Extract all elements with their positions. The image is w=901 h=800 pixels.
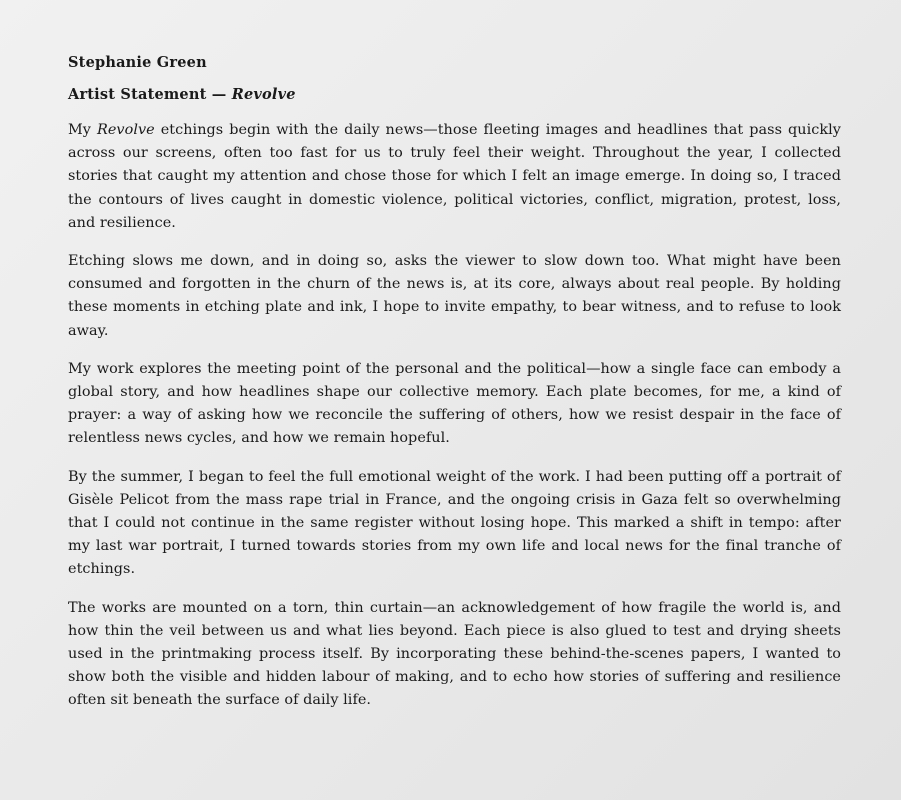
statement-title-work: Revolve: [231, 86, 296, 103]
paragraph-1-text: etchings begin with the daily news—those fleeting images and headlines that pass quickly across our screens, often too fast for us to truly feel their weight. Throughout the year, I collected stories that caught my attention and chose those for which I felt an image emerge. In doing so, I traced the contours of lives caught in domestic violence, political victories, conflict, migration, protest, loss, and resilience.: [68, 122, 841, 231]
paragraph-1-work-title: Revolve: [96, 122, 155, 138]
statement-title-prefix: Artist Statement —: [68, 86, 232, 103]
paragraph-5: The works are mounted on a torn, thin curtain—an acknowledgement of how fragile the world is, and how thin the veil between us and what lies beyond. Each piece is also glued to test and drying sheets used in the printmaking process itself. By incorporating these behind-the-scenes papers, I wanted to show both the visible and hidden labour of making, and to echo how stories of suffering and resilience often sit beneath the surface of daily life.: [68, 599, 841, 709]
paragraph-4: By the summer, I began to feel the full emotional weight of the work. I had been putting off a portrait of Gisèle Pelicot from the mass rape trial in France, and the ongoing crisis in Gaza felt so overwhelming that I could not continue in the same register without losing hope. This marked a shift in tempo: after my last war portrait, I turned towards stories from my own life and local news for the final tranche of etchings.: [68, 468, 841, 578]
paragraph-1: [68, 119, 841, 235]
paragraph-1-lead: My: [68, 122, 97, 138]
statement-title: [68, 86, 841, 103]
author-name: Stephanie Green: [68, 54, 207, 71]
paragraph-3: My work explores the meeting point of the personal and the political—how a single face can embody a global story, and how headlines shape our collective memory. Each plate becomes, for me, a kind of prayer: a way of asking how we reconcile the suffering of others, how we resist despair in the face of relentless news cycles, and how we remain hopeful.: [68, 360, 841, 447]
paragraph-2: Etching slows me down, and in doing so, asks the viewer to slow down too. What might have been consumed and forgotten in the churn of the news is, at its core, always about real people. By holding these moments in etching plate and ink, I hope to invite empathy, to bear witness, and to refuse to look away.: [68, 253, 841, 339]
